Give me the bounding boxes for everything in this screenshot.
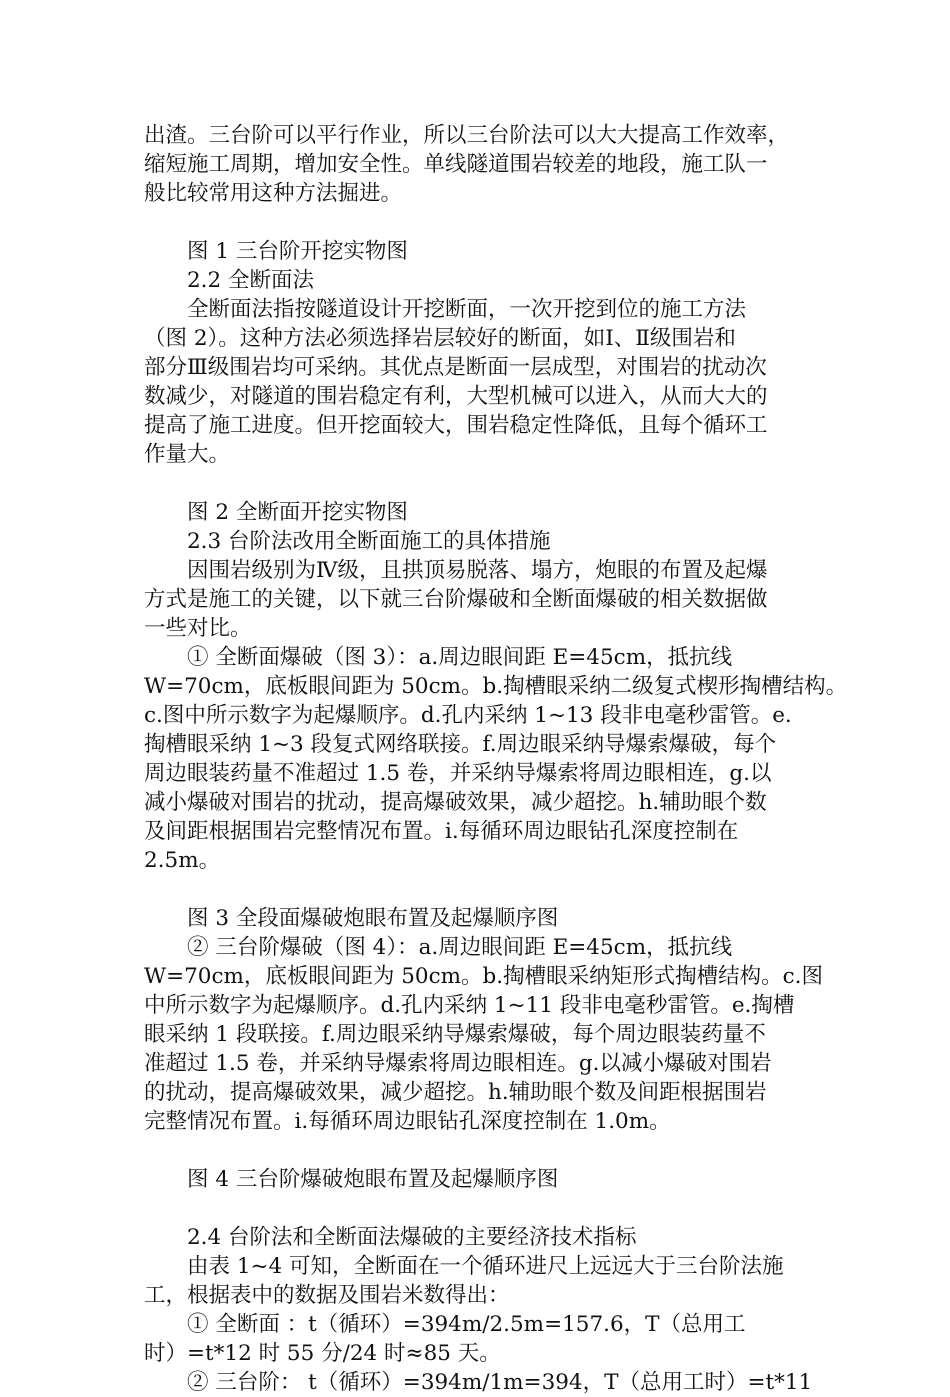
text-line: ① 全断面爆破（图 3）：a.周边眼间距 E=45cm，抵抗线	[144, 645, 733, 670]
text-line: c.图中所示数字为起爆顺序。d.孔内采纳 1~13 段非电毫秒雷管。e.	[144, 703, 792, 728]
text-line: 的扰动，提高爆破效果，减少超挖。h.辅助眼个数及间距根据围岩	[144, 1080, 767, 1105]
text-line: 作量大。	[144, 442, 231, 467]
text-line: 眼采纳 1 段联接。f.周边眼采纳导爆索爆破，每个周边眼装药量不	[144, 1022, 766, 1047]
blank-line	[144, 208, 824, 237]
text-line: 2.5m。	[144, 848, 221, 873]
text-line: ② 三台阶爆破（图 4）：a.周边眼间距 E=45cm，抵抗线	[144, 935, 733, 960]
text-line: 缩短施工周期，增加安全性。单线隧道围岩较差的地段，施工队一	[144, 152, 768, 177]
text-line: 完整情况布置。i.每循环周边眼钻孔深度控制在 1.0m。	[144, 1109, 671, 1134]
blank-line	[144, 1194, 824, 1223]
text-line: W=70cm，底板眼间距为 50cm。b.掏槽眼采纳矩形式掏槽结构。c.图	[144, 964, 823, 989]
figure-caption-2: 图 2 全断面开挖实物图	[144, 500, 408, 525]
blank-line	[144, 1136, 824, 1165]
text-line: 方式是施工的关键，以下就三台阶爆破和全断面爆破的相关数据做	[144, 587, 768, 612]
text-line: 中所示数字为起爆顺序。d.孔内采纳 1~11 段非电毫秒雷管。e.掏槽	[144, 993, 795, 1018]
document-body	[144, 121, 848, 1397]
text-line: ① 全断面 ：t（循环）=394m/2.5m=157.6，T（总用工	[144, 1312, 746, 1337]
text-line: 时）=t*12 时 55 分/24 时≈85 天。	[144, 1341, 501, 1366]
figure-caption-3: 图 3 全段面爆破炮眼布置及起爆顺序图	[144, 906, 559, 931]
text-line: 因围岩级别为Ⅳ级，且拱顶易脱落、塌方，炮眼的布置及起爆	[144, 558, 768, 583]
text-line: 出渣。三台阶可以平行作业，所以三台阶法可以大大提高工作效率，	[144, 123, 790, 148]
blank-line	[144, 469, 824, 498]
text-line: 工，根据表中的数据及围岩米数得出：	[144, 1283, 510, 1308]
text-line: ② 三台阶： t（循环）=394m/1m=394，T（总用工时）=t*11	[144, 1370, 813, 1395]
text-line: 般比较常用这种方法掘进。	[144, 181, 403, 206]
text-line: 由表 1~4 可知，全断面在一个循环进尺上远远大于三台阶法施	[144, 1254, 784, 1279]
text-line: 及间距根据围岩完整情况布置。i.每循环周边眼钻孔深度控制在	[144, 819, 739, 844]
text-line: 掏槽眼采纳 1~3 段复式网络联接。f.周边眼采纳导爆索爆破，每个	[144, 732, 777, 757]
section-heading-2-4: 2.4 台阶法和全断面法爆破的主要经济技术指标	[144, 1225, 637, 1250]
text-line: 全断面法指按隧道设计开挖断面，一次开挖到位的施工方法	[144, 297, 747, 322]
text-line: 数减少，对隧道的围岩稳定有利，大型机械可以进入，从而大大的	[144, 384, 768, 409]
figure-caption-1: 图 1 三台阶开挖实物图	[144, 239, 408, 264]
text-line: 部分Ⅲ级围岩均可采纳。其优点是断面一层成型，对围岩的扰动次	[144, 355, 767, 380]
figure-caption-4: 图 4 三台阶爆破炮眼布置及起爆顺序图	[144, 1167, 559, 1192]
section-heading-2-2: 2.2 全断面法	[144, 268, 315, 293]
text-line: （图 2）。这种方法必须选择岩层较好的断面，如Ⅰ、Ⅱ级围岩和	[144, 326, 736, 351]
text-line: 周边眼装药量不准超过 1.5 卷，并采纳导爆索将周边眼相连，g.以	[144, 761, 772, 786]
text-line: W=70cm，底板眼间距为 50cm。b.掏槽眼采纳二级复式楔形掏槽结构。	[144, 674, 848, 699]
text-line: 提高了施工进度。但开挖面较大，围岩稳定性降低，且每个循环工	[144, 413, 768, 438]
text-line: 减小爆破对围岩的扰动，提高爆破效果，减少超挖。h.辅助眼个数	[144, 790, 767, 815]
blank-line	[144, 875, 824, 904]
section-heading-2-3: 2.3 台阶法改用全断面施工的具体措施	[144, 529, 551, 554]
text-line: 一些对比。	[144, 616, 252, 641]
text-line: 准超过 1.5 卷，并采纳导爆索将周边眼相连。g.以减小爆破对围岩	[144, 1051, 772, 1076]
